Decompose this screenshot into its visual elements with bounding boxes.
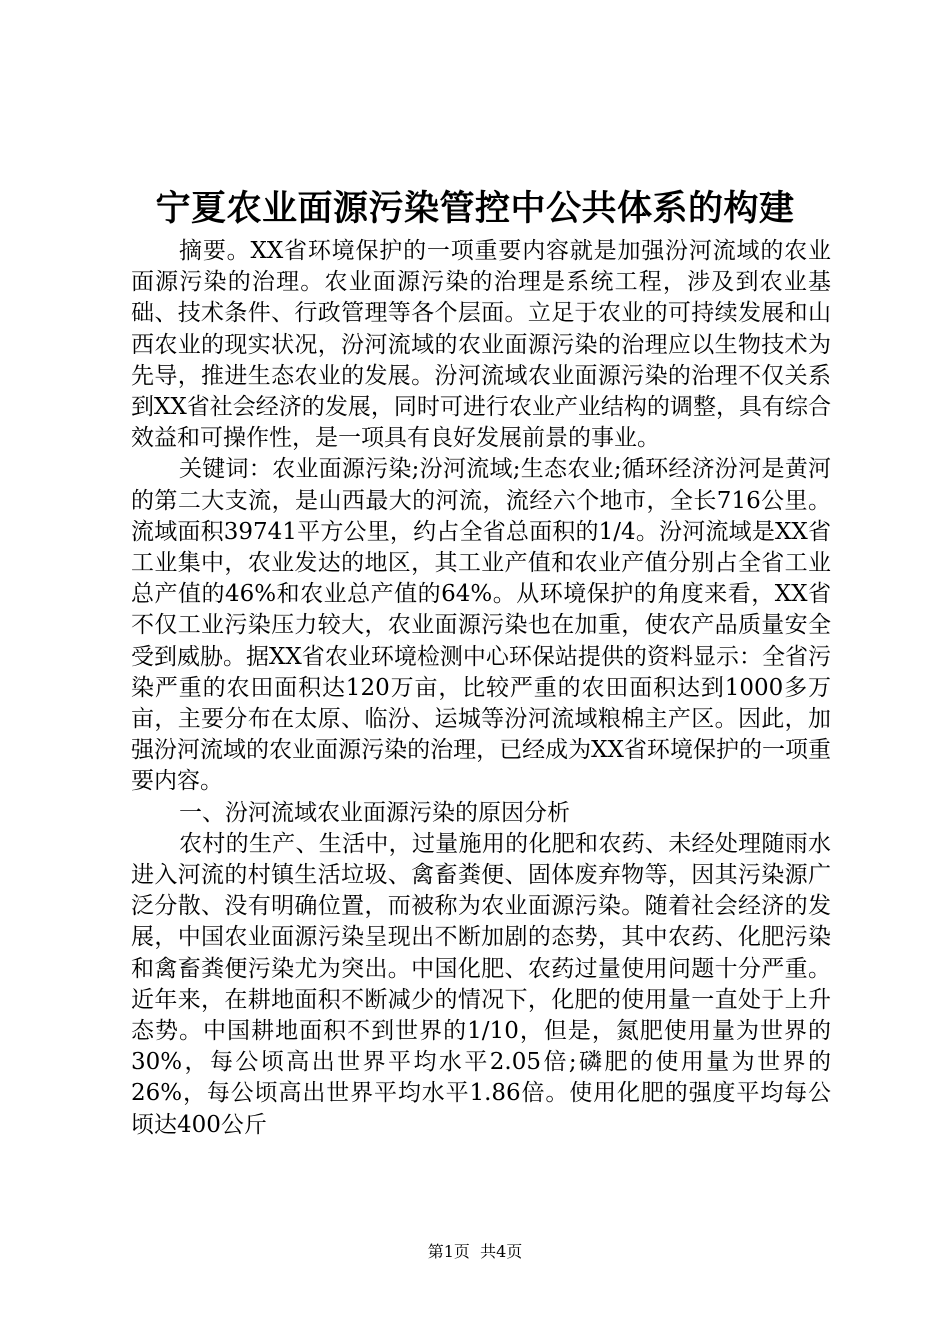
document-title: 宁夏农业面源污染管控中公共体系的构建	[155, 189, 795, 229]
abstract-paragraph: 摘要。XX省环境保护的一项重要内容就是加强汾河流域的农业面源污染的治理。农业面源污染的治理是系统工程，涉及到农业基础、技术条件、行政管理等各个层面。立足于农业的可持续发展和山西农业的现实状况，汾河流域的农业面源污染的治理应以生物技术为先导，推进生态农业的发展。汾河流域农业面源污染的治理不仅关系到XX省社会经济的发展，同时可进行农业产业结构的调整，具有综合效益和可操作性，是一项具有良好发展前景的事业。	[131, 238, 831, 452]
document-body	[131, 236, 831, 1141]
page-number-footer: 第1页 共4页	[427, 1242, 523, 1261]
body-paragraph: 农村的生产、生活中，过量施用的化肥和农药、未经处理随雨水进入河流的村镇生活垃圾、禽畜粪便、固体废弃物等，因其污染源广泛分散、没有明确位置，而被称为农业面源污染。随着社会经济的发展，中国农业面源污染呈现出不断加剧的态势，其中农药、化肥污染和禽畜粪便污染尤为突出。中国化肥、农药过量使用问题十分严重。近年来，在耕地面积不断减少的情况下，化肥的使用量一直处于上升态势。中国耕地面积不到世界的1/10，但是，氮肥使用量为世界的30%，每公顷高出世界平均水平2.05倍;磷肥的使用量为世界的26%，每公顷高出世界平均水平1.86倍。使用化肥的强度平均每公顷达400公斤	[131, 830, 831, 1138]
keywords-paragraph: 关键词：农业面源污染;汾河流域;生态农业;循环经济汾河是黄河的第二大支流，是山西最大的河流，流经六个地市，全长716公里。流域面积39741平方公里，约占全省总面积的1/4。汾河流域是XX省工业集中，农业发达的地区，其工业产值和农业产值分别占全省工业总产值的46%和农业总产值的64%。从环境保护的角度来看，XX省不仅工业污染压力较大，农业面源污染也在加重，使农产品质量安全受到威胁。据XX省农业环境检测中心环保站提供的资料显示：全省污染严重的农田面积达120万亩，比较严重的农田面积达到1000多万亩，主要分布在太原、临汾、运城等汾河流域粮棉主产区。因此，加强汾河流域的农业面源污染的治理，已经成为XX省环境保护的一项重要内容。	[131, 456, 831, 795]
section-heading: 一、汾河流域农业面源污染的原因分析	[179, 799, 570, 826]
